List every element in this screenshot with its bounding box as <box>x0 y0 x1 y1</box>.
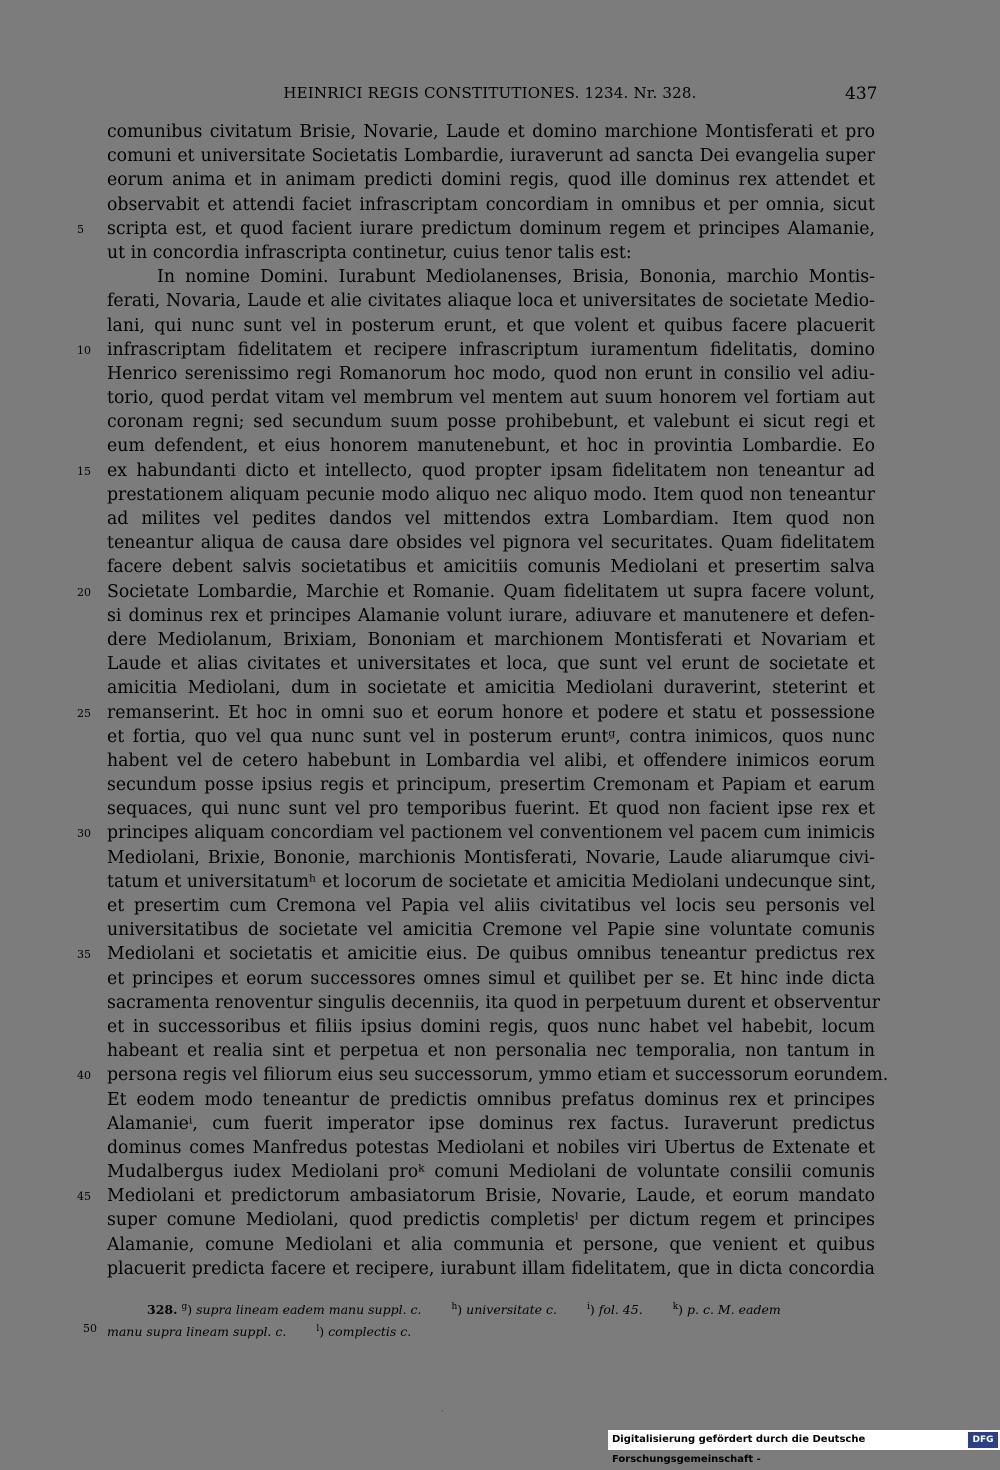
text-line <box>77 821 875 845</box>
line-text: secundum posse ipsius regis et principum, presertim Cremonam et Papiam et earum <box>107 775 875 796</box>
line-number: 45 <box>77 1190 91 1204</box>
text-line <box>107 386 875 410</box>
text-line <box>107 144 875 168</box>
line-text: eum defendent, et eius honorem manutenebunt, et hoc in provintia Lombardie. Eo <box>107 436 875 457</box>
line-text: observabit et attendi faciet infrascriptam concordiam in omnibus et per omnia, sicut <box>107 194 875 215</box>
line-text: universitatibus de societate vel amicitia Cremone vel Papie sine voluntate comunis <box>107 920 875 941</box>
text-line <box>107 725 875 749</box>
footnotes <box>83 1296 875 1340</box>
line-number: 10 <box>77 343 91 357</box>
line-number: 5 <box>77 222 84 236</box>
text-line <box>107 241 875 265</box>
footnote-mark: g <box>181 1302 188 1312</box>
text-line <box>77 701 875 725</box>
text-line <box>107 531 875 555</box>
text-line <box>77 217 875 241</box>
footnote-mark: h <box>451 1302 458 1312</box>
text-line <box>107 483 875 507</box>
line-text: ex habundanti dicto et intellecto, quod propter ipsam fidelitatem non teneantur ad <box>107 460 875 481</box>
bottom-mark: · <box>441 1407 444 1416</box>
line-text: teneantur aliqua de causa dare obsides vel pignora vel securitates. Quam fidelitatem <box>107 533 875 554</box>
line-text: Et eodem modo teneantur de predictis omnibus prefatus dominus rex et principes <box>107 1089 875 1110</box>
footnote-item <box>107 1324 286 1339</box>
dfg-logo: DFG <box>968 1432 998 1448</box>
text-line <box>107 797 875 821</box>
text-line <box>107 1160 875 1184</box>
text-line <box>77 1184 875 1208</box>
footnote-line-1 <box>107 1296 875 1318</box>
line-text: comuni et universitate Societatis Lombardie, iuraverunt ad sancta Dei evangelia super <box>107 146 875 167</box>
line-text: Mediolani, Brixie, Bononie, marchionis Montisferati, Novarie, Laude aliarumque civi- <box>107 847 875 868</box>
text-line <box>77 942 875 966</box>
credit-text: Digitalisierung gefördert durch die Deutsche Forschungsgemeinschaft - <box>612 1434 866 1465</box>
line-text: et fortia, quo vel qua nunc sunt vel in posterum eruntᵍ, contra inimicos, quos nunc <box>107 726 875 747</box>
line-text: dominus comes Manfredus potestas Mediolani et nobiles viri Ubertus de Extenate et <box>107 1137 875 1158</box>
line-text: remanserint. Et hoc in omni suo et eorum honore et podere et statu et possessione <box>107 702 875 723</box>
line-text: torio, quod perdat vitam vel membrum vel mentem aut suum honorem vel fortiam aut <box>107 388 875 409</box>
line-text: habeant et realia sint et perpetua et non personalia nec temporalia, non tantum in <box>107 1041 875 1062</box>
page-number: 437 <box>845 84 878 104</box>
line-text: Alamanie, comune Mediolani et alia communia et persone, que venient et quibus <box>107 1234 875 1255</box>
line-text: Mediolani et societatis et amicitie eius. De quibus omnibus teneantur predictus rex <box>107 944 875 965</box>
footnote-label: 328. <box>147 1302 178 1318</box>
line-text: infrascriptam fidelitatem et recipere infrascriptum iuramentum fidelitatis, domino <box>107 339 875 360</box>
text-line <box>107 870 875 894</box>
line-text: persona regis vel filiorum eius seu successorum, ymmo etiam et successorum eorundem. <box>107 1065 889 1086</box>
text-line <box>107 362 875 386</box>
line-text: habent vel de cetero habebunt in Lombardia vel alibi, et offendere inimicos eorum <box>107 750 875 771</box>
digitization-credit <box>608 1430 1000 1465</box>
line-number: 30 <box>77 827 91 841</box>
footnote-item: $^g$) supra lineam eadem manu suppl. c. <box>181 1302 422 1318</box>
text-line <box>107 604 875 628</box>
footnote-item: $^i$) fol. 45. <box>586 1302 643 1318</box>
line-text: tatum et universitatumʰ et locorum de societate et amicitia Mediolani undecunque sint, <box>107 871 876 892</box>
text-line <box>107 1112 875 1136</box>
text-line <box>107 652 875 676</box>
text-line <box>107 773 875 797</box>
text-line <box>107 894 875 918</box>
text-line <box>107 434 875 458</box>
text-line <box>107 265 875 289</box>
text-line <box>107 991 881 1015</box>
text-line <box>107 1039 875 1063</box>
line-text: et principes et eorum successores omnes simul et quilibet per se. Et hinc inde dicta <box>107 968 875 989</box>
text-line <box>107 120 875 144</box>
line-text: et in successoribus et filiis ipsius domini regis, quos nunc habet vel habebit, locum <box>107 1016 875 1037</box>
text-line <box>107 749 875 773</box>
text-line <box>107 846 875 870</box>
line-text: amicitia Mediolani, dum in societate et amicitia Mediolani duraverint, steterint et <box>107 678 875 699</box>
line-text: coronam regni; sed secundum suum posse prohibebunt, et valebunt ei sicut regi et <box>107 412 875 433</box>
line-text: principes aliquam concordiam vel pactionem vel conventionem vel pacem cum inimicis <box>107 823 875 844</box>
line-text: Mediolani et predictorum ambasiatorum Brisie, Novarie, Laude, et eorum mandato <box>107 1186 875 1207</box>
line-text: si dominus rex et principes Alamanie volunt iurare, adiuvare et manutenere et defen- <box>107 605 875 626</box>
footnote-text: p. c. M. eadem <box>687 1302 781 1318</box>
line-text: dere Mediolanum, Brixiam, Bononiam et marchionem Montisferati et Novariam et <box>107 629 875 650</box>
line-text: Societate Lombardie, Marchie et Romanie. Quam fidelitatem ut supra facere volunt, <box>107 581 875 602</box>
text-line <box>107 1136 875 1160</box>
line-text: ferati, Novaria, Laude et alie civitates aliaque loca et universitates de societate Medio- <box>107 291 875 312</box>
line-text: ut in concordia infrascripta continetur, cuius tenor talis est: <box>107 242 632 263</box>
text-line <box>107 1208 875 1232</box>
line-number: 50 <box>83 1322 97 1335</box>
line-text: lani, qui nunc sunt vel in posterum erunt, et que volent et quibus facere placuerit <box>107 315 875 336</box>
text-line <box>107 1015 875 1039</box>
line-number: 20 <box>77 585 91 599</box>
text-line <box>107 314 875 338</box>
line-text: sequaces, qui nunc sunt vel pro temporibus fuerint. Et quod non facient ipse rex et <box>107 799 875 820</box>
text-line <box>107 676 875 700</box>
line-number: 35 <box>77 948 91 962</box>
line-text: sacramenta renoventur singulis decenniis, ita quod in perpetuum durent et observentur <box>107 992 881 1013</box>
line-text: Alamanieⁱ, cum fuerit imperator ipse dominus rex factus. Iuraverunt predictus <box>107 1113 875 1134</box>
text-line <box>107 918 875 942</box>
footnote-text: manu supra lineam suppl. c. <box>107 1324 287 1340</box>
text-line <box>107 193 875 217</box>
text-line <box>77 1063 889 1087</box>
footnote-text: universitate c. <box>466 1302 557 1318</box>
text-line <box>107 1088 875 1112</box>
line-text: eorum anima et in animam predicti domini regis, quod ille dominus rex attendet et <box>107 170 875 191</box>
line-text: facere debent salvis societatibus et amicitiis comunis Mediolani et presertim salva <box>107 557 875 578</box>
line-text: scripta est, et quod facient iurare predictum dominum regem et principes Alamanie, <box>107 218 875 239</box>
line-text: In nomine Domini. Iurabunt Mediolanenses, Brisia, Bononia, marchio Montis- <box>157 267 875 288</box>
text-line <box>107 628 875 652</box>
line-text: Henrico serenissimo regi Romanorum hoc modo, quod non erunt in consilio vel adiu- <box>107 363 875 384</box>
footnote-item: $^h$) universitate c. <box>451 1302 557 1318</box>
text-line <box>107 967 875 991</box>
line-text: Mudalbergus iudex Mediolani proᵏ comuni Mediolani de voluntate consilii comunis <box>107 1162 875 1183</box>
text-line <box>107 555 875 579</box>
line-number: 40 <box>77 1069 91 1083</box>
footnote-item: $^l$) complectis c. <box>316 1324 412 1340</box>
page-header <box>0 78 1000 108</box>
text-line <box>77 580 875 604</box>
line-text: prestationem aliquam pecunie modo aliquo nec aliquo modo. Item quod non teneantur <box>107 484 875 505</box>
text-line <box>107 289 875 313</box>
text-line <box>107 507 875 531</box>
footnote-mark: i <box>586 1302 590 1312</box>
line-text: Laude et alias civitates et universitates et loca, que sunt vel erunt de societate et <box>107 654 875 675</box>
text-line <box>107 168 875 192</box>
running-head: HEINRICI REGIS CONSTITUTIONES. 1234. Nr. 328. <box>283 84 697 102</box>
text-line <box>107 1257 875 1281</box>
line-text: et presertim cum Cremona vel Papia vel aliis civitatibus vel locis seu personis vel <box>107 896 875 916</box>
main-text <box>77 120 889 1281</box>
footnote-line-2 <box>83 1318 875 1340</box>
line-text: comunibus civitatum Brisie, Novarie, Laude et domino marchione Montisferati et pro <box>107 122 875 142</box>
line-text: placuerit predicta facere et recipere, iurabunt illam fidelitatem, que in dicta concordia <box>107 1258 875 1279</box>
text-line <box>107 410 875 434</box>
line-number: 15 <box>77 464 91 478</box>
footnote-text: supra lineam eadem manu suppl. c. <box>196 1302 422 1318</box>
footnote-mark: l <box>316 1324 320 1334</box>
text-line <box>107 1233 875 1257</box>
footnote-text: complectis c. <box>328 1324 412 1340</box>
text-line <box>77 338 875 362</box>
footnote-text: fol. 45. <box>598 1302 643 1318</box>
line-text: super comune Mediolani, quod predictis completisˡ per dictum regem et principes <box>107 1210 875 1231</box>
line-text: ad milites vel pedites dandos vel mittendos extra Lombardiam. Item quod non <box>107 509 875 529</box>
line-number: 25 <box>77 706 91 720</box>
footnote-mark: k <box>672 1302 679 1312</box>
text-line <box>77 459 875 483</box>
footnote-item: $^k$) p. c. M. eadem <box>672 1302 781 1318</box>
